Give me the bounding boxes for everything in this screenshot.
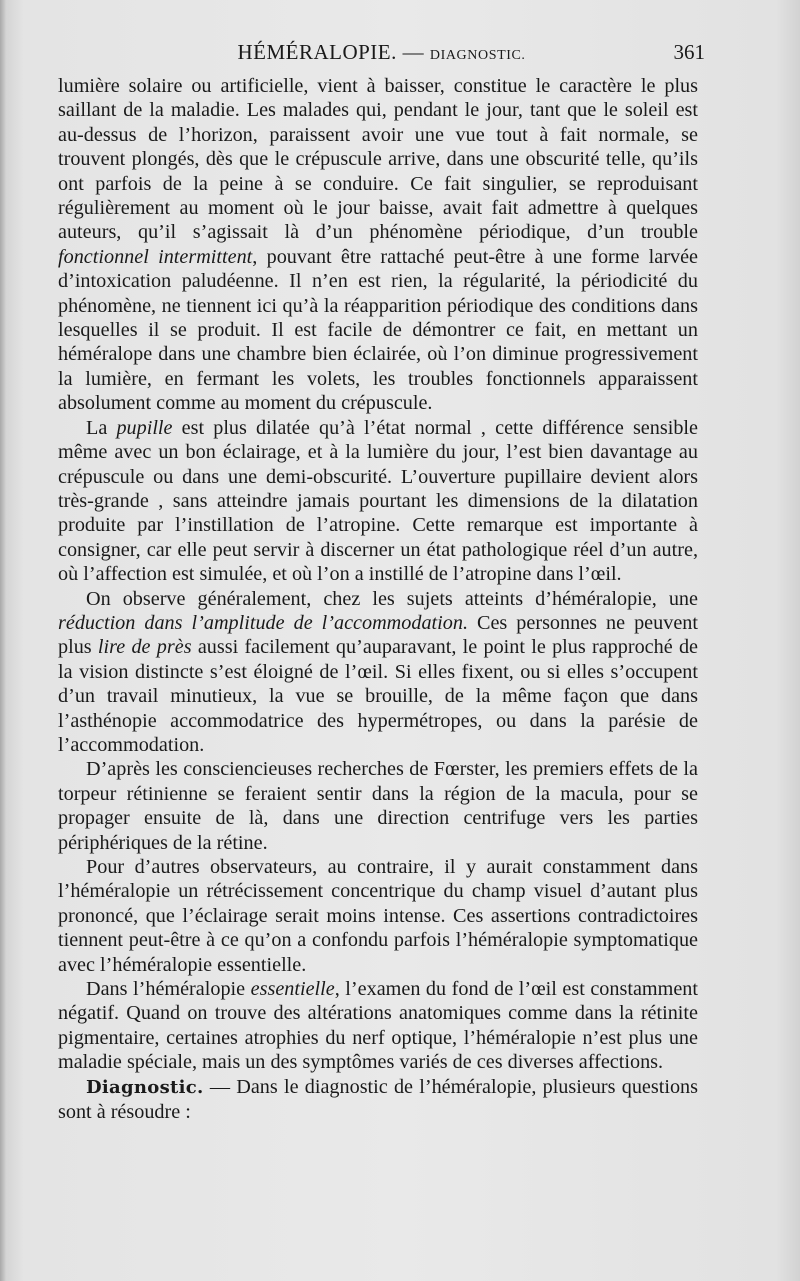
paragraph — [58, 855, 698, 977]
paragraph — [58, 1075, 698, 1125]
text-run: Dans l’héméralopie — [86, 978, 251, 1001]
page-binding-shadow — [0, 0, 6, 1281]
paragraph — [58, 757, 698, 855]
text-run: , l’examen du fond de l’œil est constamment négatif. Quand on trouve des altérations anatomiques comme dans la rétinite pigmentaire, certaines atrophies du nerf optique, l’héméralopie n’est plus une maladie spéciale, mais un des symptômes variés de ces diverses affections. — [58, 978, 698, 1074]
page-header — [58, 40, 705, 72]
running-head-section: DIAGNOSTIC. — [429, 48, 526, 63]
page-number: 361 — [673, 40, 705, 64]
italic-run: lire de près — [97, 636, 192, 659]
section-heading: Diagnostic. — [86, 1076, 204, 1098]
paragraph — [58, 587, 698, 758]
paragraph — [58, 977, 698, 1075]
text-run: est plus dilatée qu’à l’état normal , cette différence sensible même avec un bon éclairage, et à la lumière du jour, l’est bien davantage au crépuscule ou dans une demi-obscurité. L’ouverture pupillaire devient alors très-grande , sans atteindre jamais pourtant les dimensions de la dilatation produite par l’instillation de l’atropine. Cette remarque est importante à consigner, car elle peut servir à discerner un état pathologique réel d’un autre, où l’affection est simulée, et où l’on a instillé de l’atropine dans l’œil. — [58, 416, 698, 586]
running-head — [58, 40, 705, 65]
italic-run: fonctionnel intermittent — [58, 245, 253, 268]
body-text — [58, 74, 698, 1124]
italic-run: essentielle — [250, 978, 335, 1001]
paragraph — [58, 416, 698, 587]
text-run: On observe généralement, chez les sujets atteints d’héméralopie, une — [86, 587, 698, 610]
italic-run: réduction dans l’amplitude de l’accommodation. — [58, 611, 468, 634]
text-run: aussi facilement qu’auparavant, le point le plus rapproché de la vision distincte s’est éloigné de l’œil. Si elles fixent, ou si elles s’occupent d’un travail minutieux, la vue se brouille, de la même façon que dans l’asthénopie accommodatrice des hypermétropes, ou dans la parésie de l’accommodation. — [58, 636, 699, 756]
text-run: D’après les consciencieuses recherches de Fœrster, les premiers effets de la torpeur rétinienne se feraient sentir dans la région de la macula, pour se propager ensuite de là, dans une direction centrifuge vers les parties périphériques de la rétine. — [58, 758, 698, 854]
paragraph — [58, 74, 698, 416]
text-run: , pouvant être rattaché peut-être à une forme larvée d’intoxication paludéenne. Il n’en est rien, la régularité, la périodicité du phénomène, ne tiennent ici qu’à la réapparition périodique des conditions dans lesquelles il se produit. Il est facile de démontrer ce fait, en mettant un héméralope dans une chambre bien éclairée, où l’on diminue progressivement la lumière, en fermant les volets, les troubles fonctionnels apparaissent absolument comme au moment du crépuscule. — [58, 245, 698, 415]
text-run: — Dans le diagnostic de l’héméralopie, plusieurs questions sont à résoudre : — [58, 1075, 698, 1124]
text-run: Pour d’autres observateurs, au contraire, il y aurait constamment dans l’héméralopie un rétrécissement concentrique du champ visuel d’autant plus prononcé, que l’éclairage serait moins intense. Ces assertions contradictoires tiennent peut-être à ce qu’on a confondu parfois l’héméralopie symptomatique avec l’héméralopie essentielle. — [58, 856, 698, 976]
text-run: La — [86, 416, 117, 439]
running-head-title: HÉMÉRALOPIE. — — [237, 40, 430, 64]
text-run: Ces personnes ne peuvent plus — [58, 611, 698, 659]
text-run: lumière solaire ou artificielle, vient à baisser, constitue le caractère le plus saillant de la maladie. Les malades qui, pendant le jour, tant que le soleil est au-dessus de l’horizon, paraissent avoir une vue tout à fait normale, se trouvent plongés, dès que le crépuscule arrive, dans une obscurité telle, qu’ils ont parfois de la peine à se conduire. Ce fait singulier, se reproduisant régulièrement au moment où le jour baisse, avait fait admettre à quelques auteurs, qu’il s’agissait là d’un phénomène périodique, d’un trouble — [58, 75, 698, 244]
italic-run: pupille — [116, 416, 173, 439]
